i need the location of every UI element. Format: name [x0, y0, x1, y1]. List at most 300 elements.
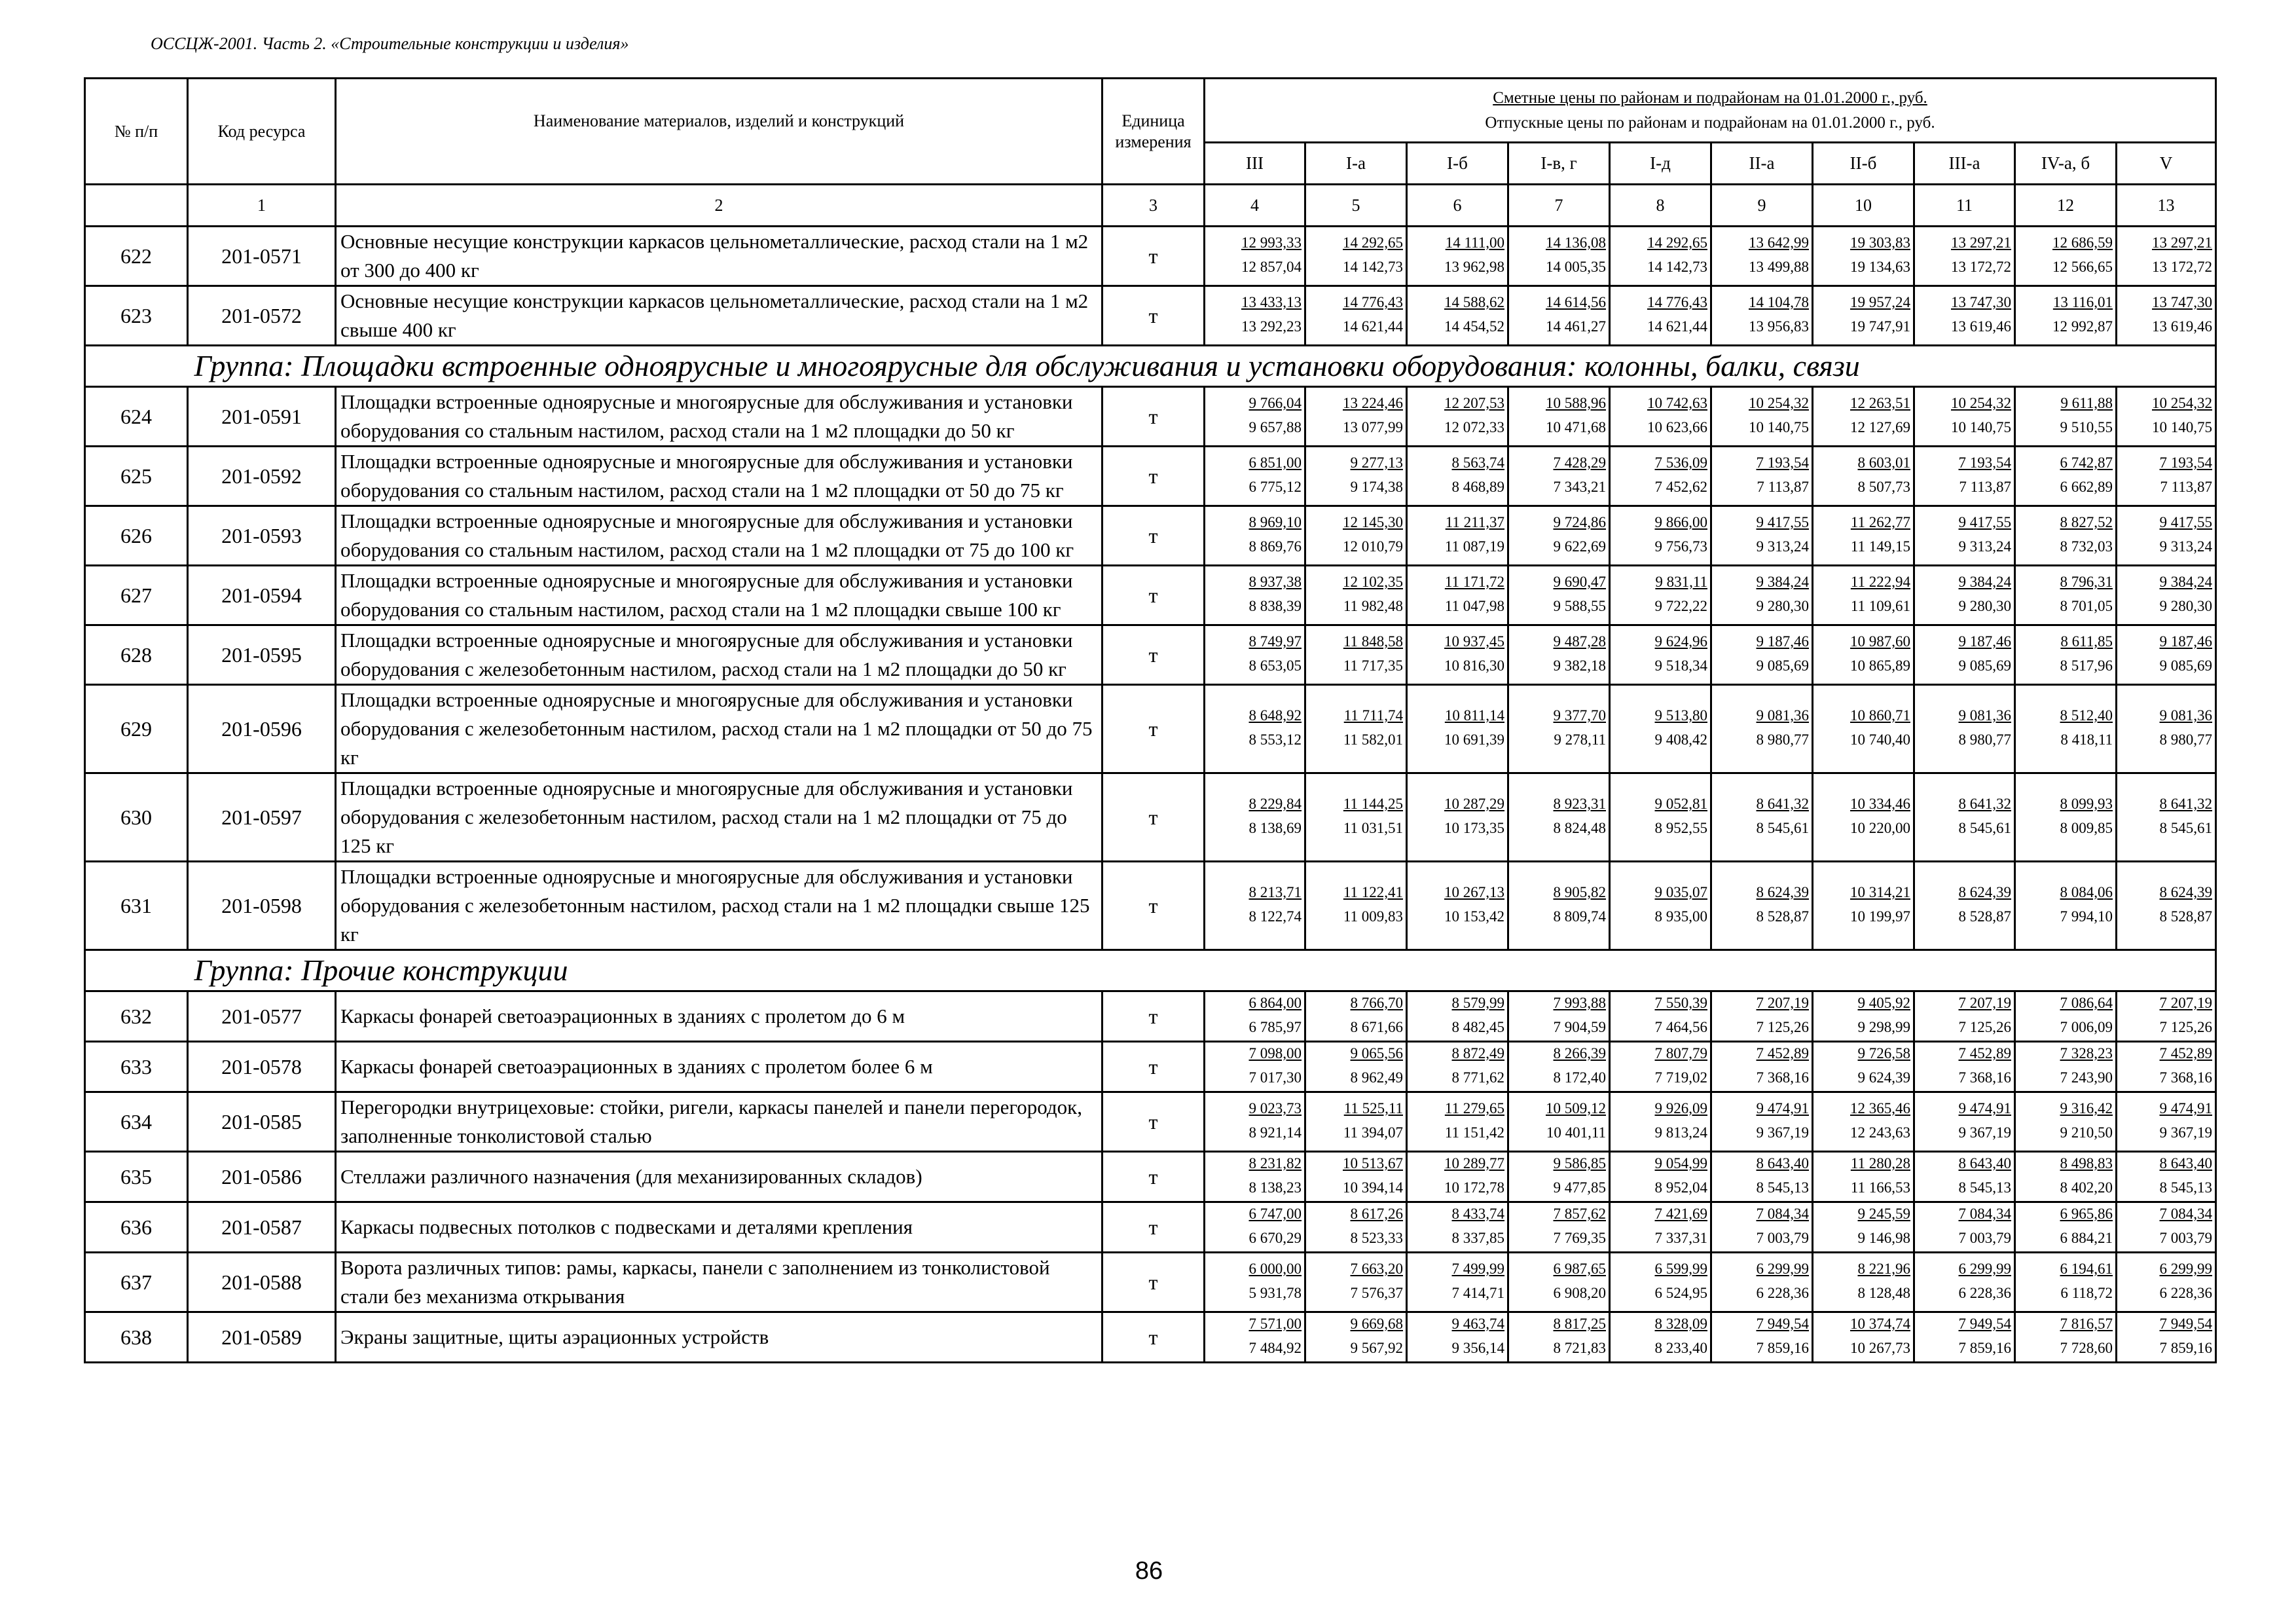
estimate-price: 7 193,54 [2159, 454, 2213, 471]
release-price: 10 220,00 [1850, 820, 1910, 836]
release-price: 11 717,35 [1343, 657, 1403, 674]
price-cell [2117, 1152, 2216, 1202]
row-number: 622 [85, 227, 188, 286]
price-cell [1711, 1253, 1813, 1312]
column-number: 3 [1102, 185, 1205, 227]
price-cell [1914, 447, 2015, 506]
header-region: I-д [1610, 143, 1711, 185]
unit-cell: т [1102, 1092, 1205, 1152]
release-price: 10 153,42 [1444, 908, 1504, 925]
unit-cell: т [1102, 1202, 1205, 1253]
price-cell [2117, 773, 2216, 862]
estimate-price: 11 280,28 [1850, 1155, 1910, 1172]
price-cell [1711, 862, 1813, 950]
estimate-price: 10 509,12 [1546, 1100, 1606, 1116]
release-price: 8 523,33 [1350, 1230, 1403, 1246]
release-price: 9 085,69 [2159, 657, 2213, 674]
price-cell [2015, 862, 2117, 950]
estimate-price: 8 611,85 [2060, 633, 2113, 650]
release-price: 6 908,20 [1553, 1285, 1606, 1301]
price-cell [1813, 685, 1914, 773]
estimate-price: 13 224,46 [1343, 395, 1403, 411]
row-number: 634 [85, 1092, 188, 1152]
estimate-price: 12 365,46 [1850, 1100, 1910, 1116]
estimate-price: 6 965,86 [2060, 1206, 2113, 1222]
estimate-price: 9 245,59 [1857, 1206, 1910, 1222]
estimate-price: 9 081,36 [1756, 707, 1809, 724]
release-price: 11 394,07 [1343, 1124, 1403, 1141]
price-cell [1813, 1092, 1914, 1152]
estimate-price: 8 328,09 [1654, 1316, 1707, 1332]
price-cell [1508, 1312, 1610, 1363]
resource-code: 201-0598 [188, 862, 336, 950]
group-title: Группа: Прочие конструкции [188, 950, 2216, 991]
price-cell [1407, 227, 1508, 286]
price-cell [1305, 773, 1407, 862]
price-cell [1205, 625, 1305, 685]
release-price: 8 980,77 [1958, 731, 2011, 748]
table-row [85, 506, 2216, 566]
estimate-price: 8 796,31 [2060, 574, 2113, 590]
estimate-price: 9 384,24 [1958, 574, 2011, 590]
item-name: Экраны защитные, щиты аэрационных устройств [336, 1312, 1102, 1363]
estimate-price: 9 487,28 [1553, 633, 1606, 650]
price-cell [2015, 566, 2117, 625]
item-name: Площадки встроенные одноярусные и многоярусные для обслуживания и установки оборудования с железобетонным настилом, расход стали на 1 м2 площадки от 75 до 125 кг [336, 773, 1102, 862]
table-row [85, 773, 2216, 862]
release-price: 8 122,74 [1248, 908, 1302, 925]
release-price: 19 134,63 [1850, 259, 1910, 275]
estimate-price: 10 254,32 [2152, 395, 2213, 411]
release-price: 9 567,92 [1350, 1340, 1403, 1356]
release-price: 7 006,09 [2060, 1019, 2113, 1035]
row-number: 627 [85, 566, 188, 625]
estimate-price: 7 536,09 [1654, 454, 1707, 471]
estimate-price: 8 266,39 [1553, 1045, 1606, 1061]
estimate-price: 7 207,19 [1756, 995, 1809, 1011]
release-price: 11 009,83 [1343, 908, 1403, 925]
estimate-price: 11 144,25 [1343, 796, 1403, 812]
unit-cell: т [1102, 625, 1205, 685]
price-cell [1407, 685, 1508, 773]
price-cell [2015, 991, 2117, 1042]
price-cell [1711, 773, 1813, 862]
resource-code: 201-0594 [188, 566, 336, 625]
estimate-price: 7 207,19 [1958, 995, 2011, 1011]
price-cell [1610, 566, 1711, 625]
estimate-price: 10 937,45 [1444, 633, 1504, 650]
release-price: 7 125,26 [2159, 1019, 2213, 1035]
estimate-price: 10 254,32 [1749, 395, 1809, 411]
price-cell [2117, 1253, 2216, 1312]
release-price: 9 588,55 [1553, 598, 1606, 614]
table-row [85, 685, 2216, 773]
unit-cell: т [1102, 1253, 1205, 1312]
running-head: ОССЦЖ-2001. Часть 2. «Строительные конструкции и изделия» [151, 34, 629, 53]
release-price: 7 003,79 [2159, 1230, 2213, 1246]
release-price: 8 418,11 [2060, 731, 2113, 748]
table-row [85, 566, 2216, 625]
release-price: 11 582,01 [1343, 731, 1403, 748]
resource-code: 201-0596 [188, 685, 336, 773]
release-price: 8 980,77 [1756, 731, 1809, 748]
estimate-price: 9 726,58 [1857, 1045, 1910, 1061]
estimate-price: 8 433,74 [1451, 1206, 1504, 1222]
release-price: 9 518,34 [1654, 657, 1707, 674]
price-cell [1508, 1042, 1610, 1092]
estimate-price: 14 136,08 [1546, 234, 1606, 251]
price-cell [1407, 1202, 1508, 1253]
price-cell [1305, 685, 1407, 773]
unit-cell: т [1102, 447, 1205, 506]
price-table [84, 77, 2217, 1363]
release-price: 13 172,72 [2152, 259, 2213, 275]
header-prices-release: Отпускные цены по районам и подрайонам на 01.01.2000 г., руб. [1485, 113, 1935, 132]
price-cell [1711, 447, 1813, 506]
header-unit: Единица измерения [1102, 79, 1205, 185]
release-price: 13 172,72 [1951, 259, 2011, 275]
estimate-price: 8 512,40 [2060, 707, 2113, 724]
release-price: 10 394,14 [1343, 1179, 1403, 1196]
price-cell [2117, 1092, 2216, 1152]
estimate-price: 10 513,67 [1343, 1155, 1403, 1172]
table-row [85, 625, 2216, 685]
price-cell [1914, 566, 2015, 625]
release-price: 12 127,69 [1850, 419, 1910, 435]
release-price: 9 382,18 [1553, 657, 1606, 674]
release-price: 7 994,10 [2060, 908, 2113, 925]
header-region: I-б [1407, 143, 1508, 185]
release-price: 10 140,75 [1749, 419, 1809, 435]
release-price: 5 931,78 [1248, 1285, 1302, 1301]
estimate-price: 13 433,13 [1241, 294, 1302, 310]
price-cell [1711, 566, 1813, 625]
release-price: 11 047,98 [1444, 598, 1504, 614]
release-price: 6 228,36 [2159, 1285, 2213, 1301]
estimate-price: 9 417,55 [1958, 514, 2011, 530]
price-cell [1813, 1152, 1914, 1202]
release-price: 10 172,78 [1444, 1179, 1504, 1196]
header-region: III [1205, 143, 1305, 185]
price-cell [1305, 1253, 1407, 1312]
estimate-price: 6 851,00 [1248, 454, 1302, 471]
estimate-price: 9 766,04 [1248, 395, 1302, 411]
estimate-price: 11 211,37 [1445, 514, 1504, 530]
estimate-price: 10 860,71 [1850, 707, 1910, 724]
release-price: 7 719,02 [1654, 1069, 1707, 1086]
price-cell [1407, 1152, 1508, 1202]
price-cell [1610, 506, 1711, 566]
release-price: 9 756,73 [1654, 538, 1707, 555]
price-cell [2015, 1202, 2117, 1253]
release-price: 6 884,21 [2060, 1230, 2113, 1246]
item-name: Каркасы фонарей светоаэрационных в зданиях с пролетом более 6 м [336, 1042, 1102, 1092]
estimate-price: 9 669,68 [1350, 1316, 1403, 1332]
price-cell [1813, 773, 1914, 862]
price-cell [1305, 227, 1407, 286]
unit-cell: т [1102, 773, 1205, 862]
release-price: 8 402,20 [2060, 1179, 2113, 1196]
estimate-price: 9 690,47 [1553, 574, 1606, 590]
header-code: Код ресурса [188, 79, 336, 185]
unit-cell: т [1102, 227, 1205, 286]
price-cell [1711, 286, 1813, 346]
price-cell [1508, 286, 1610, 346]
estimate-price: 9 474,91 [1958, 1100, 2011, 1116]
price-cell [1305, 991, 1407, 1042]
release-price: 11 087,19 [1444, 538, 1504, 555]
release-price: 8 545,61 [1958, 820, 2011, 836]
estimate-price: 6 000,00 [1248, 1261, 1302, 1277]
estimate-price: 9 054,99 [1654, 1155, 1707, 1172]
release-price: 8 962,49 [1350, 1069, 1403, 1086]
price-cell [1711, 991, 1813, 1042]
estimate-price: 9 586,85 [1553, 1155, 1606, 1172]
estimate-price: 9 052,81 [1654, 796, 1707, 812]
release-price: 9 622,69 [1553, 538, 1606, 555]
resource-code: 201-0589 [188, 1312, 336, 1363]
resource-code: 201-0587 [188, 1202, 336, 1253]
estimate-price: 9 611,88 [2060, 395, 2113, 411]
estimate-price: 10 254,32 [1951, 395, 2011, 411]
estimate-price: 9 187,46 [1756, 633, 1809, 650]
group-row [85, 346, 2216, 387]
estimate-price: 9 065,56 [1350, 1045, 1403, 1061]
estimate-price: 7 084,34 [1958, 1206, 2011, 1222]
row-number: 633 [85, 1042, 188, 1092]
release-price: 8 138,69 [1248, 820, 1302, 836]
release-price: 10 173,35 [1444, 820, 1504, 836]
release-price: 11 149,15 [1850, 538, 1910, 555]
price-cell [1813, 1202, 1914, 1253]
estimate-price: 8 648,92 [1248, 707, 1302, 724]
release-price: 7 125,26 [1756, 1019, 1809, 1035]
estimate-price: 12 263,51 [1850, 395, 1910, 411]
release-price: 6 524,95 [1654, 1285, 1707, 1301]
estimate-price: 9 417,55 [1756, 514, 1809, 530]
price-cell [2015, 625, 2117, 685]
price-cell [1508, 1092, 1610, 1152]
price-cell [2117, 227, 2216, 286]
release-price: 9 278,11 [1554, 731, 1606, 748]
estimate-price: 7 571,00 [1248, 1316, 1302, 1332]
column-number: 12 [2015, 185, 2117, 227]
price-cell [1711, 387, 1813, 447]
price-cell [1813, 286, 1914, 346]
price-cell [1305, 1202, 1407, 1253]
group-row [85, 950, 2216, 991]
release-price: 8 517,96 [2060, 657, 2113, 674]
item-name: Каркасы подвесных потолков с подвесками и деталями крепления [336, 1202, 1102, 1253]
price-cell [1610, 1152, 1711, 1202]
release-price: 8 233,40 [1654, 1340, 1707, 1356]
price-cell [1407, 447, 1508, 506]
release-price: 10 401,11 [1546, 1124, 1606, 1141]
price-cell [1305, 1092, 1407, 1152]
price-cell [1914, 625, 2015, 685]
price-cell [1711, 1042, 1813, 1092]
price-cell [1914, 1092, 2015, 1152]
release-price: 8 009,85 [2060, 820, 2113, 836]
price-cell [1305, 625, 1407, 685]
release-price: 8 545,13 [1756, 1179, 1809, 1196]
estimate-price: 11 171,72 [1444, 574, 1504, 590]
item-name: Каркасы фонарей светоаэрационных в зданиях с пролетом до 6 м [336, 991, 1102, 1042]
estimate-price: 13 747,30 [2152, 294, 2213, 310]
resource-code: 201-0591 [188, 387, 336, 447]
row-number: 638 [85, 1312, 188, 1363]
resource-code: 201-0572 [188, 286, 336, 346]
estimate-price: 9 724,86 [1553, 514, 1606, 530]
column-number: 1 [188, 185, 336, 227]
release-price: 13 077,99 [1343, 419, 1403, 435]
release-price: 8 528,87 [2159, 908, 2213, 925]
release-price: 9 313,24 [2159, 538, 2213, 555]
estimate-price: 7 993,88 [1553, 995, 1606, 1011]
page-number: 86 [1135, 1557, 1163, 1585]
price-cell [1305, 1042, 1407, 1092]
header-region: I-в, г [1508, 143, 1610, 185]
release-price: 10 865,89 [1850, 657, 1910, 674]
price-cell [1914, 1042, 2015, 1092]
release-price: 13 619,46 [2152, 318, 2213, 335]
estimate-price: 14 111,00 [1445, 234, 1504, 251]
release-price: 9 146,98 [1857, 1230, 1910, 1246]
release-price: 14 454,52 [1444, 318, 1504, 335]
row-number: 628 [85, 625, 188, 685]
estimate-price: 7 949,54 [1958, 1316, 2011, 1332]
estimate-price: 7 452,89 [1756, 1045, 1809, 1061]
estimate-price: 10 267,13 [1444, 884, 1504, 900]
release-price: 7 113,87 [2160, 479, 2213, 495]
release-price: 11 031,51 [1343, 820, 1403, 836]
release-price: 9 477,85 [1553, 1179, 1606, 1196]
table-row [85, 387, 2216, 447]
estimate-price: 7 193,54 [1756, 454, 1809, 471]
release-price: 10 267,73 [1850, 1340, 1910, 1356]
estimate-price: 8 624,39 [2159, 884, 2213, 900]
price-cell [1407, 1042, 1508, 1092]
estimate-price: 7 084,34 [2159, 1206, 2213, 1222]
estimate-price: 8 563,74 [1451, 454, 1504, 471]
table-row [85, 1312, 2216, 1363]
price-cell [1508, 1253, 1610, 1312]
column-number: 4 [1205, 185, 1305, 227]
unit-cell: т [1102, 506, 1205, 566]
estimate-price: 7 452,89 [2159, 1045, 2213, 1061]
estimate-price: 10 811,14 [1444, 707, 1504, 724]
estimate-price: 9 081,36 [1958, 707, 2011, 724]
price-cell [1407, 625, 1508, 685]
estimate-price: 8 643,40 [2159, 1155, 2213, 1172]
release-price: 10 140,75 [2152, 419, 2213, 435]
estimate-price: 7 207,19 [2159, 995, 2213, 1011]
header-row [85, 79, 2216, 143]
release-price: 8 935,00 [1654, 908, 1707, 925]
price-cell [1205, 991, 1305, 1042]
release-price: 8 482,45 [1451, 1019, 1504, 1035]
price-cell [1914, 1202, 2015, 1253]
estimate-price: 9 474,91 [1756, 1100, 1809, 1116]
estimate-price: 8 937,38 [1248, 574, 1302, 590]
estimate-price: 9 384,24 [2159, 574, 2213, 590]
price-cell [1205, 773, 1305, 862]
estimate-price: 12 686,59 [2052, 234, 2113, 251]
release-price: 8 824,48 [1553, 820, 1606, 836]
row-number: 632 [85, 991, 188, 1042]
price-cell [2117, 1042, 2216, 1092]
unit-cell: т [1102, 685, 1205, 773]
estimate-price: 7 663,20 [1350, 1261, 1403, 1277]
release-price: 7 576,37 [1350, 1285, 1403, 1301]
column-number: 9 [1711, 185, 1813, 227]
release-price: 7 769,35 [1553, 1230, 1606, 1246]
estimate-price: 14 588,62 [1444, 294, 1504, 310]
estimate-price: 14 776,43 [1343, 294, 1403, 310]
group-spacer [85, 346, 188, 387]
release-price: 7 859,16 [2159, 1340, 2213, 1356]
price-cell [1711, 227, 1813, 286]
price-cell [1610, 1202, 1711, 1253]
release-price: 9 210,50 [2060, 1124, 2113, 1141]
column-number: 7 [1508, 185, 1610, 227]
release-price: 7 017,30 [1248, 1069, 1302, 1086]
release-price: 12 243,63 [1850, 1124, 1910, 1141]
price-cell [1305, 566, 1407, 625]
resource-code: 201-0597 [188, 773, 336, 862]
header-region: I-а [1305, 143, 1407, 185]
price-cell [1205, 286, 1305, 346]
price-cell [1205, 1042, 1305, 1092]
release-price: 7 003,79 [1756, 1230, 1809, 1246]
estimate-price: 8 817,25 [1553, 1316, 1606, 1332]
price-cell [2117, 1202, 2216, 1253]
price-cell [1305, 1152, 1407, 1202]
release-price: 14 005,35 [1546, 259, 1606, 275]
release-price: 6 775,12 [1248, 479, 1302, 495]
release-price: 8 545,13 [1958, 1179, 2011, 1196]
price-cell [1610, 286, 1711, 346]
header-prices [1205, 79, 2216, 143]
estimate-price: 12 993,33 [1241, 234, 1302, 251]
estimate-price: 9 187,46 [2159, 633, 2213, 650]
price-cell [1205, 447, 1305, 506]
release-price: 8 869,76 [1248, 538, 1302, 555]
estimate-price: 10 588,96 [1546, 395, 1606, 411]
release-price: 10 140,75 [1951, 419, 2011, 435]
estimate-price: 14 292,65 [1647, 234, 1707, 251]
price-cell [1711, 685, 1813, 773]
release-price: 13 619,46 [1951, 318, 2011, 335]
estimate-price: 8 498,83 [2060, 1155, 2113, 1172]
row-number: 629 [85, 685, 188, 773]
unit-cell: т [1102, 991, 1205, 1042]
estimate-price: 8 872,49 [1451, 1045, 1504, 1061]
price-cell [1813, 1312, 1914, 1363]
price-cell [1205, 566, 1305, 625]
release-price: 8 468,89 [1451, 479, 1504, 495]
release-price: 7 343,21 [1553, 479, 1606, 495]
price-cell [2117, 286, 2216, 346]
unit-cell: т [1102, 1152, 1205, 1202]
estimate-price: 8 749,97 [1248, 633, 1302, 650]
release-price: 9 085,69 [1756, 657, 1809, 674]
estimate-price: 6 299,99 [1958, 1261, 2011, 1277]
release-price: 11 982,48 [1343, 598, 1403, 614]
release-price: 7 368,16 [1958, 1069, 2011, 1086]
price-cell [1711, 1152, 1813, 1202]
estimate-price: 8 641,32 [2159, 796, 2213, 812]
